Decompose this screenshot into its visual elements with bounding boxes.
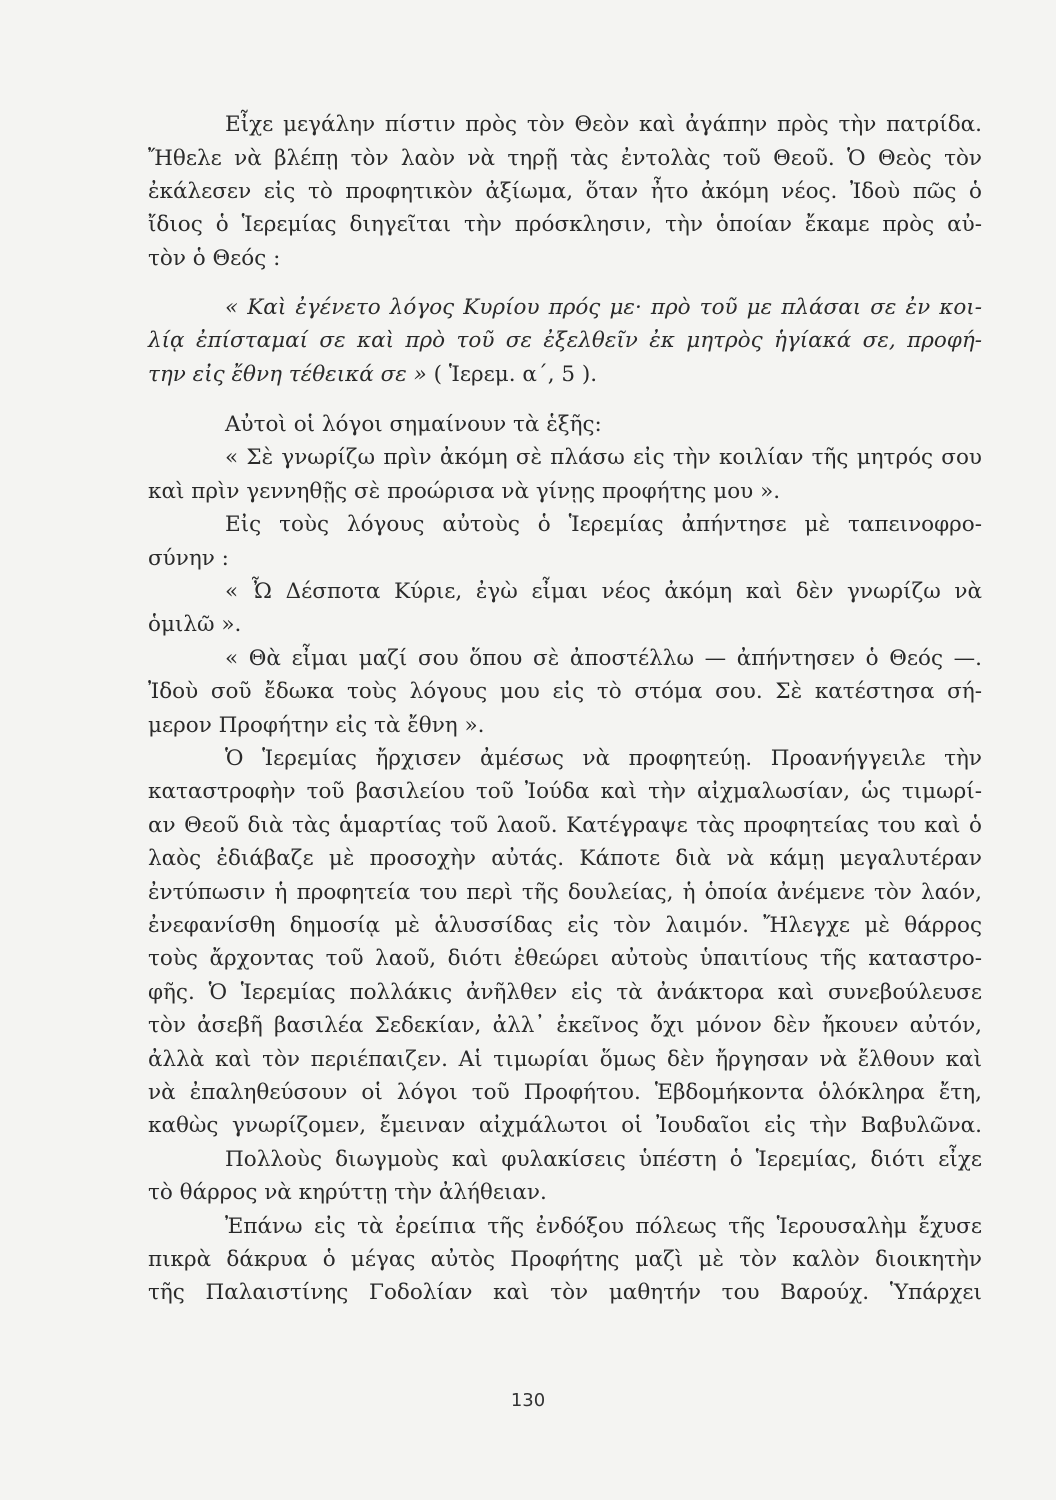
- text-line: « Σὲ γνωρίζω πρὶν ἀκόμη σὲ πλάσω εἰς τὴν κοιλίαν τῆς μητρός σου: [225, 445, 982, 470]
- text-line: λαὸς ἐδιάβαζε μὲ προσοχὴν αὐτάς. Κάποτε διὰ νὰ κάμῃ μεγαλυτέραν: [148, 846, 982, 871]
- page-number: 130: [510, 1390, 546, 1411]
- text-line: ἐνεφανίσθη δημοσίᾳ μὲ ἁλυσσίδας εἰς τὸν λαιμόν. Ἤλεγχε μὲ θάρρος: [148, 913, 982, 938]
- text-line: πικρὰ δάκρυα ὁ μέγας αὐτὸς Προφήτης μαζὶ μὲ τὸν καλὸν διοικητὴν: [148, 1247, 982, 1272]
- text-line: Αὐτοὶ οἱ λόγοι σημαίνουν τὰ ἑξῆς:: [225, 412, 602, 437]
- text-line: αν Θεοῦ διὰ τὰς ἁμαρτίας τοῦ λαοῦ. Κατέγραψε τὰς προφητείας του καὶ ὁ: [148, 813, 982, 838]
- text-line: καθὼς γνωρίζομεν, ἔμειναν αἰχμάλωτοι οἱ Ἰουδαῖοι εἰς τὴν Βαβυλῶνα.: [148, 1113, 982, 1138]
- text-line: ἴδιος ὁ Ἱερεμίας διηγεῖται τὴν πρόσκλησιν, τὴν ὁποίαν ἔκαμε πρὸς αὐ-: [148, 212, 982, 237]
- text-line: καὶ πρὶν γεννηθῇς σὲ προώρισα νὰ γίνῃς προφήτης μου ».: [148, 479, 781, 504]
- text-line: Ὁ Ἱερεμίας ἤρχισεν ἀμέσως νὰ προφητεύῃ. Προανήγγειλε τὴν: [225, 746, 982, 771]
- text-line: ὁμιλῶ ».: [148, 612, 242, 637]
- text-line: φῆς. Ὁ Ἱερεμίας πολλάκις ἀνῆλθεν εἰς τὰ ἀνάκτορα καὶ συνεβούλευσε: [148, 980, 982, 1005]
- text-line: μερον Προφήτην εἰς τὰ ἔθνη ».: [148, 713, 485, 738]
- quote-line: « Καὶ ἐγένετο λόγος Κυρίου πρός με· πρὸ τοῦ με πλάσαι σε ἐν κοι-: [225, 295, 982, 320]
- text-line: Εἰς τοὺς λόγους αὐτοὺς ὁ Ἱερεμίας ἀπήντησε μὲ ταπεινοφρο-: [225, 512, 982, 537]
- quote-line: λίᾳ ἐπίσταμαί σε καὶ πρὸ τοῦ σε ἐξελθεῖν ἐκ μητρὸς ἡγίακά σε, προφή-: [148, 328, 982, 353]
- text-line: Εἶχε μεγάλην πίστιν πρὸς τὸν Θεὸν καὶ ἀγάπην πρὸς τὴν πατρίδα.: [225, 112, 982, 137]
- text-line: τῆς Παλαιστίνης Γοδολίαν καὶ τὸν μαθητήν του Βαρούχ. Ὑπάρχει: [148, 1280, 982, 1305]
- quote-text: την εἰς ἔθνη τέθεικά σε »: [148, 362, 427, 387]
- text-line: ἐντύπωσιν ἡ προφητεία του περὶ τῆς δουλείας, ἡ ὁποία ἀνέμενε τὸν λαόν,: [148, 880, 982, 905]
- text-line: ἀλλὰ καὶ τὸν περιέπαιζεν. Αἱ τιμωρίαι ὅμως δὲν ἤργησαν νὰ ἔλθουν καὶ: [148, 1047, 982, 1072]
- text-line: « Ὦ Δέσποτα Κύριε, ἐγὼ εἶμαι νέος ἀκόμη καὶ δὲν γνωρίζω νὰ: [225, 579, 982, 604]
- text-line: τὸν ὁ Θεός :: [148, 246, 281, 271]
- text-line: τὸν ἀσεβῆ βασιλέα Σεδεκίαν, ἀλλ᾽ ἐκεῖνος ὄχι μόνον δὲν ἤκουεν αὐτόν,: [148, 1013, 982, 1038]
- text-line: Ἐπάνω εἰς τὰ ἐρείπια τῆς ἐνδόξου πόλεως τῆς Ἱερουσαλὴμ ἔχυσε: [225, 1214, 982, 1239]
- quote-reference: ( Ἱερεμ. α΄, 5 ).: [426, 362, 598, 387]
- text-line: τὸ θάρρος νὰ κηρύττῃ τὴν ἀλήθειαν.: [148, 1180, 547, 1205]
- text-line: Ἤθελε νὰ βλέπῃ τὸν λαὸν νὰ τηρῇ τὰς ἐντολὰς τοῦ Θεοῦ. Ὁ Θεὸς τὸν: [148, 146, 982, 171]
- text-line: Ἰδοὺ σοῦ ἔδωκα τοὺς λόγους μου εἰς τὸ στόμα σου. Σὲ κατέστησα σή-: [148, 679, 982, 704]
- text-line: ἐκάλεσεν εἰς τὸ προφητικὸν ἀξίωμα, ὅταν ἦτο ἀκόμη νέος. Ἰδοὺ πῶς ὁ: [148, 179, 982, 204]
- text-line: τοὺς ἄρχοντας τοῦ λαοῦ, διότι ἐθεώρει αὐτοὺς ὑπαιτίους τῆς καταστρο-: [148, 946, 982, 971]
- text-line: σύνην :: [148, 546, 229, 571]
- text-line: νὰ ἐπαληθεύσουν οἱ λόγοι τοῦ Προφήτου. Ἑβδομήκοντα ὁλόκληρα ἔτη,: [148, 1080, 982, 1105]
- text-line: Πολλοὺς διωγμοὺς καὶ φυλακίσεις ὑπέστη ὁ Ἱερεμίας, διότι εἶχε: [225, 1147, 982, 1172]
- text-line: « Θὰ εἶμαι μαζί σου ὅπου σὲ ἀποστέλλω — ἀπήντησεν ὁ Θεός —.: [225, 646, 982, 671]
- quote-line: [148, 360, 982, 390]
- text-line: καταστροφὴν τοῦ βασιλείου τοῦ Ἰούδα καὶ τὴν αἰχμαλωσίαν, ὡς τιμωρί-: [148, 779, 982, 804]
